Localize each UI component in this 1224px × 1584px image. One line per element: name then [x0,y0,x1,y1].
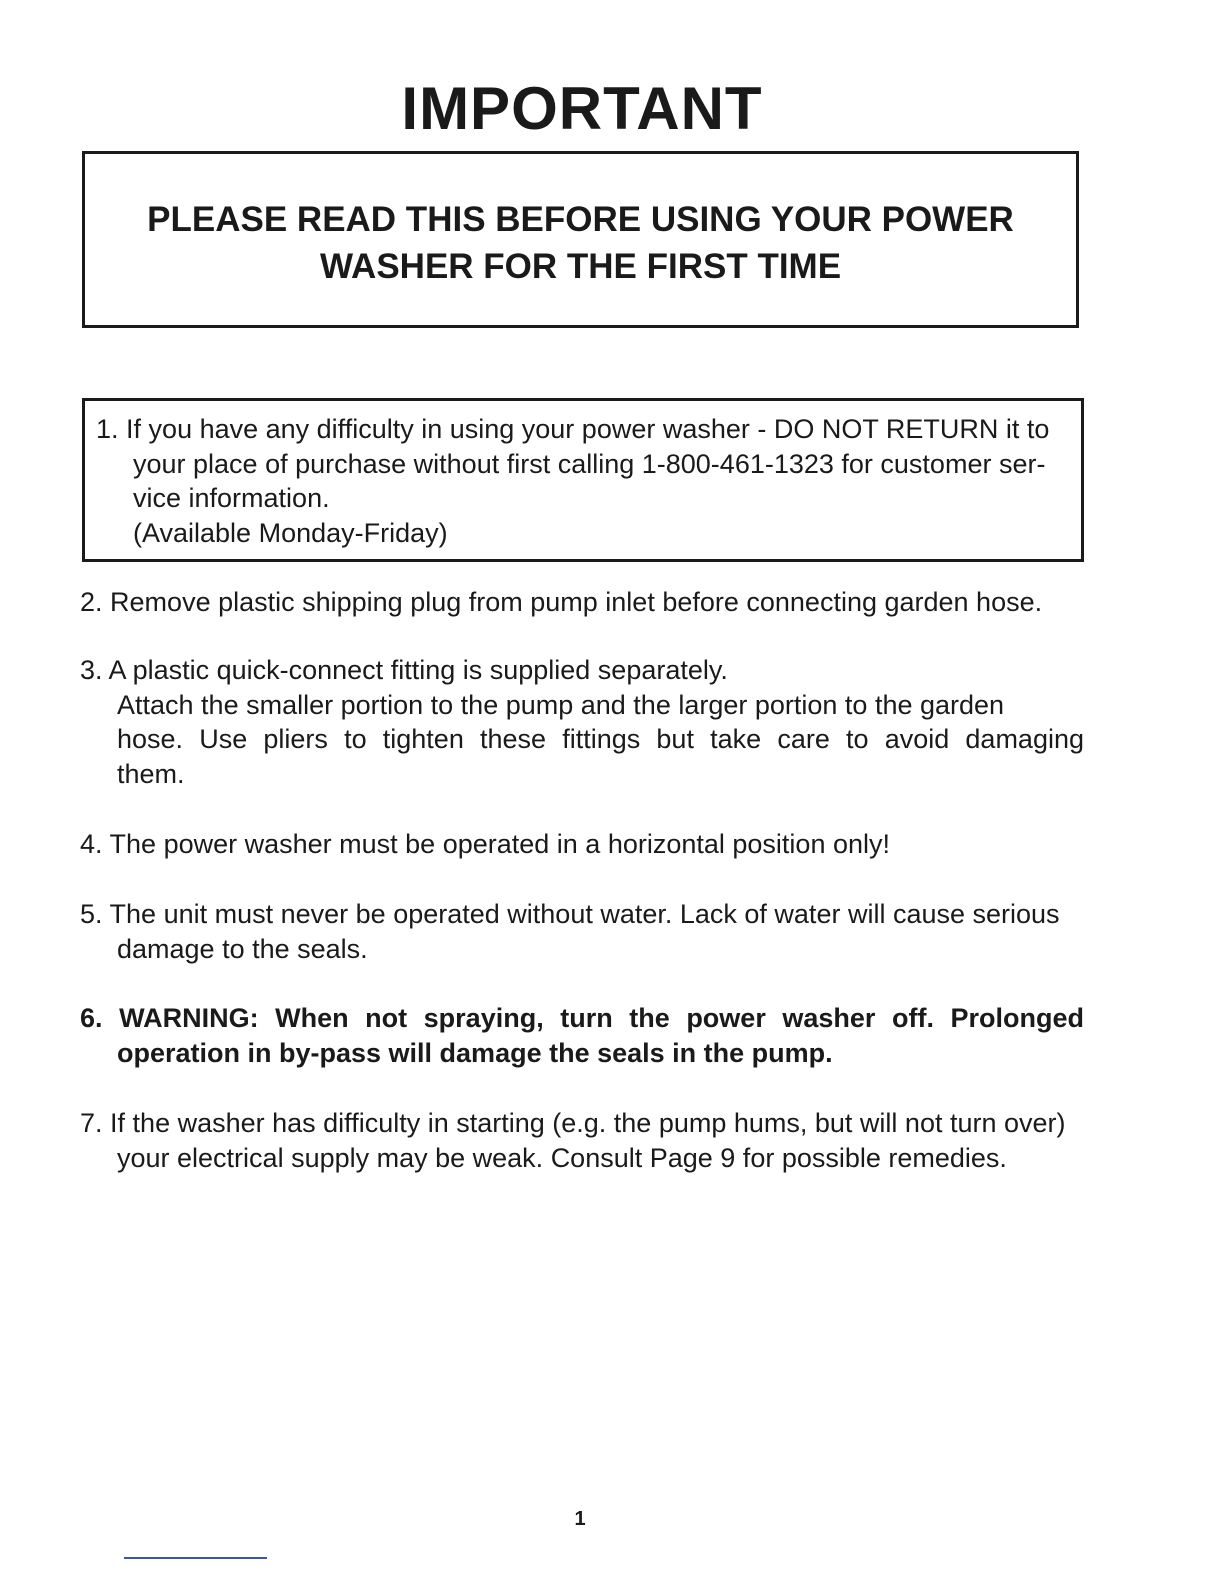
item-6-line-1 [80,1001,1084,1036]
item-7-text-2: your electrical supply may be weak. Consult Page 9 for possible remedies. [117,1142,1007,1173]
item-6-number: 6. [80,1003,103,1033]
item-5-number: 5. [80,899,103,929]
item-3-text-1: A plastic quick-connect fitting is supplied separately. [108,655,728,685]
item-3-text-2: Attach the smaller portion to the pump and the larger portion to the garden [117,689,1005,720]
item-5-text-2: damage to the seals. [117,933,368,964]
item-7-text-1: If the washer has difficulty in starting (e.g. the pump hums, but will not turn over) [110,1108,1066,1138]
item-1-text-3: vice information. [133,483,330,513]
item-3-text-3: hose. Use pliers to tighten these fittings but take care to avoid damaging [117,724,1084,754]
item-6-text-2: operation in by-pass will damage the seals in the pump. [117,1037,833,1068]
item-1-text-4: (Available Monday-Friday) [133,517,448,548]
page-number: 1 [574,1508,586,1530]
item-4-line-1 [80,827,890,862]
bottom-rule [124,1557,267,1559]
notice-box [82,151,1079,328]
item-5-text-1: The unit must never be operated without water. Lack of water will cause serious [109,899,1060,929]
item-1-line-1 [96,412,1049,447]
item-2-number: 2. [80,587,103,617]
item-4-number: 4. [80,829,103,859]
notice-heading [147,190,1014,290]
item-2-text-1: Remove plastic shipping plug from pump inlet before connecting garden hose. [110,587,1043,617]
item-2-line-1 [80,585,1042,620]
list-item-5 [80,897,1060,966]
page-title: IMPORTANT [401,75,763,143]
item-1-text-2: your place of purchase without first calling 1-800-461-1323 for customer ser- [133,448,1046,479]
item-7-number: 7. [80,1108,103,1138]
item-5-line-1 [80,897,1060,932]
notice-line-1: PLEASE READ THIS BEFORE USING YOUR POWER [147,199,1014,239]
item-4-text-1: The power washer must be operated in a horizontal position only! [109,829,890,859]
list-item-7 [80,1106,1066,1175]
list-item-2 [80,585,1042,620]
notice-line-2: WASHER FOR THE FIRST TIME [319,246,842,286]
list-item-6-warning [80,1001,1084,1070]
item-1-number: 1. [96,414,119,444]
item-7-line-1 [80,1106,1066,1141]
item-6-text-1: WARNING: When not spraying, turn the power washer off. Prolonged [119,1003,1084,1033]
item-3-line-1 [80,653,1084,688]
item-1-text-1: If you have any difficulty in using your power washer - DO NOT RETURN it to [126,414,1050,444]
list-item-4 [80,827,890,862]
list-item-1 [96,412,1049,550]
list-item-3 [80,653,1084,791]
item-3-text-4: them. [117,758,185,789]
item-3-number: 3. [80,655,103,685]
